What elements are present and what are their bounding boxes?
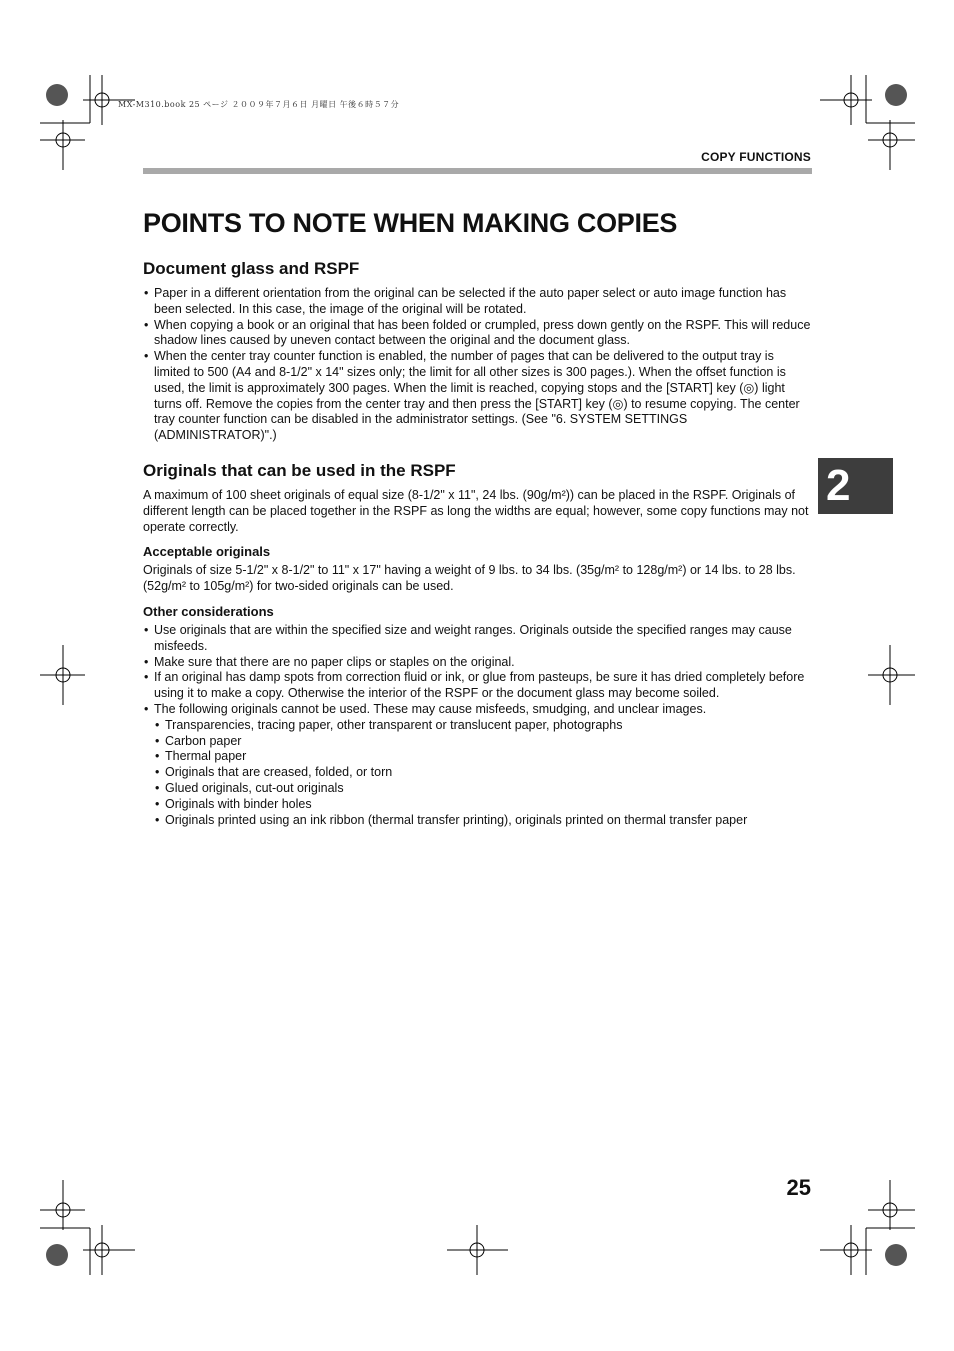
section-heading-originals: Originals that can be used in the RSPF (143, 460, 456, 480)
list-item: • Carbon paper (154, 734, 811, 750)
page-content (143, 206, 811, 844)
list-item: • The following originals cannot be used. These may cause misfeeds, smudging, and unclear images. (143, 702, 811, 718)
section-heading-document-glass: Document glass and RSPF (143, 259, 360, 278)
list-item: • Originals that are creased, folded, or torn (154, 765, 811, 781)
list-item: • When copying a book or an original that has been folded or crumpled, press down gently on the RSPF. This will reduce shadow lines caused by uneven contact between the original and the document glass. (143, 318, 811, 350)
unusable-originals-list (143, 718, 811, 829)
chapter-tab: 2 (818, 458, 893, 514)
list-item: • When the center tray counter function is enabled, the number of pages that can be delivered to the output tray is limited to 500 (A4 and 8-1/2" x 14" sizes only; the limit for all other sizes is 300 pages.). When the offset function is used, the limit is approximately 300 pages. When the limit is reached, copying stops and the [START] key (◎) light turns off. Remove the copies from the center tray and then press the [START] key (◎) to resume copying. The center tray counter function can be disabled in the administrator settings. (See "6. SYSTEM SETTINGS (ADMINISTRATOR)".) (143, 349, 811, 444)
list-item: • Thermal paper (154, 749, 811, 765)
subheading-acceptable-originals: Acceptable originals (143, 544, 271, 560)
subheading-other-considerations: Other considerations (143, 603, 274, 619)
list-item: • Use originals that are within the specified size and weight ranges. Originals outside the specified ranges may cause misfeeds. (143, 623, 811, 655)
list-item: • Originals printed using an ink ribbon (thermal transfer printing), originals printed on thermal transfer paper (154, 813, 811, 829)
list-item: • Transparencies, tracing paper, other transparent or translucent paper, photographs (154, 718, 811, 734)
originals-intro: A maximum of 100 sheet originals of equal size (8-1/2" x 11", 24 lbs. (90g/m²)) can be placed in the RSPF. Originals of different length can be placed together in the RSPF as long the widths are equal; however, some copy functions may not operate correctly. (143, 487, 809, 534)
acceptable-originals-text: Originals of size 5-1/2" x 8-1/2" to 11" x 17" having a weight of 9 lbs. to 34 lbs. (35g/m² to 128g/m²) or 14 lbs. to 28 lbs. (52g/m² to 105g/m²) for two-sided originals can be used. (143, 563, 796, 594)
section-label: COPY FUNCTIONS (701, 150, 811, 164)
header-rule (143, 168, 812, 174)
list-item: • If an original has damp spots from correction fluid or ink, or glue from pasteups, be sure it has dried completely before using it to make a copy. Otherwise the interior of the RSPF or the document glass may become soiled. (143, 670, 811, 702)
list-item: • Make sure that there are no paper clips or staples on the original. (143, 655, 811, 671)
list-item: • Originals with binder holes (154, 797, 811, 813)
document-glass-list (143, 286, 811, 444)
page-number: 25 (786, 1175, 811, 1200)
list-item: • Glued originals, cut-out originals (154, 781, 811, 797)
page-title: POINTS TO NOTE WHEN MAKING COPIES (143, 208, 678, 238)
list-item: • Paper in a different orientation from the original can be selected if the auto paper select or auto image function has been selected. In this case, the image of the original will be rotated. (143, 286, 811, 318)
print-metadata: MX-M310.book 25 ページ ２００９年７月６日 月曜日 午後６時５７分 (118, 100, 400, 109)
other-considerations-list (143, 623, 811, 828)
